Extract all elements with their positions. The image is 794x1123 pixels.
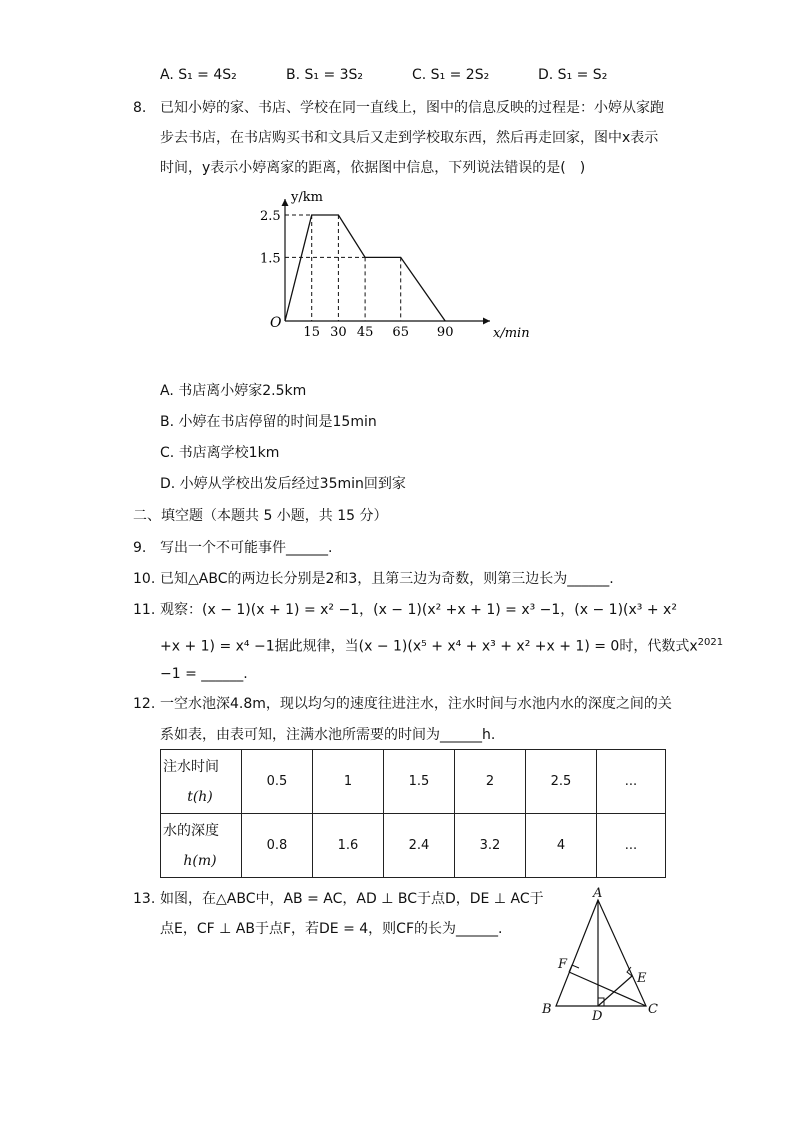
q13-triangle-figure bbox=[536, 882, 676, 1022]
q11-line2-text: +x + 1) = x⁴ −1据此规律，当(x − 1)(x⁵ + x⁴ + x³ + x² +x + 1) = 0时，代数式x bbox=[160, 638, 698, 655]
x-tick-label: 15 bbox=[303, 325, 320, 340]
point-label-f: F bbox=[558, 957, 568, 972]
table-cell: 1 bbox=[313, 750, 384, 814]
origin-label: O bbox=[270, 315, 282, 331]
q10-number: 10. bbox=[133, 571, 156, 587]
q12-number: 12. bbox=[133, 696, 156, 712]
q12-stem-line1: 一空水池深4.8m，现以均匀的速度往进注水，注水时间与水池内水的深度之间的关 bbox=[160, 696, 672, 712]
q11-stem-line2 bbox=[160, 634, 723, 656]
q7-option-c: C. S₁ = 2S₂ bbox=[412, 67, 490, 83]
q11-stem-line1: 观察：(x − 1)(x + 1) = x² −1，(x − 1)(x² +x + 1) = x³ −1，(x − 1)(x³ + x² bbox=[160, 602, 677, 618]
q10-stem: 已知△ABC的两边长分别是2和3，且第三边为奇数，则第三边长为______. bbox=[160, 571, 614, 587]
y-axis-label: y/km bbox=[291, 190, 323, 205]
q11-number: 11. bbox=[133, 602, 156, 618]
table-cell: 3.2 bbox=[455, 814, 526, 878]
table-row bbox=[161, 750, 666, 814]
vertex-label-c: C bbox=[648, 1002, 658, 1017]
table-cell: 0.5 bbox=[242, 750, 313, 814]
vertex-label-b: B bbox=[542, 1002, 552, 1017]
table-row-header bbox=[161, 814, 242, 878]
q8-option-b: B. 小婷在书店停留的时间是15min bbox=[160, 414, 377, 430]
table-cell: 1.6 bbox=[313, 814, 384, 878]
q8-stem-line2: 步去书店，在书店购买书和文具后又走到学校取东西，然后再走回家，图中x表示 bbox=[160, 130, 659, 146]
table-cell: 2 bbox=[455, 750, 526, 814]
x-tick-label: 45 bbox=[356, 325, 374, 340]
table-row-header bbox=[161, 750, 242, 814]
header-unit: t(h) bbox=[187, 788, 213, 805]
q8-option-c: C. 书店离学校1km bbox=[160, 445, 280, 461]
header-unit: h(m) bbox=[183, 852, 217, 869]
table-row bbox=[161, 814, 666, 878]
x-axis bbox=[285, 318, 490, 325]
q8-option-a: A. 书店离小婷家2.5km bbox=[160, 383, 307, 399]
table-cell: ... bbox=[597, 814, 666, 878]
x-axis-label: x/min bbox=[493, 326, 530, 341]
q7-option-a: A. S₁ = 4S₂ bbox=[160, 67, 237, 83]
table-cell: 0.8 bbox=[242, 814, 313, 878]
segment-de bbox=[598, 976, 632, 1006]
guide-lines bbox=[285, 215, 401, 321]
header-text: 注水时间 bbox=[163, 758, 219, 775]
y-tick-label: 2.5 bbox=[260, 209, 281, 224]
header-text: 水的深度 bbox=[163, 822, 219, 839]
y-tick-label: 1.5 bbox=[260, 251, 281, 267]
segment-cf bbox=[569, 972, 646, 1006]
table-cell: 2.5 bbox=[526, 750, 597, 814]
q12-stem-line2: 系如表，由表可知，注满水池所需要的时间为______h. bbox=[160, 727, 496, 743]
q13-stem-line2: 点E，CF ⊥ AB于点F，若DE = 4，则CF的长为______. bbox=[160, 921, 503, 937]
section-heading: 二、填空题（本题共 5 小题，共 15 分） bbox=[133, 508, 388, 524]
table-cell: ... bbox=[597, 750, 666, 814]
q7-option-d: D. S₁ = S₂ bbox=[538, 67, 608, 83]
table-cell: 4 bbox=[526, 814, 597, 878]
x-tick-label: 90 bbox=[436, 325, 454, 340]
q7-option-b: B. S₁ = 3S₂ bbox=[286, 67, 364, 83]
q8-stem-line1: 已知小婷的家、书店、学校在同一直线上，图中的信息反映的过程是：小婷从家跑 bbox=[160, 100, 664, 116]
point-label-e: E bbox=[637, 971, 647, 986]
y-axis bbox=[282, 199, 289, 321]
q8-stem-line3: 时间，y表示小婷离家的距离，依据图中信息，下列说法错误的是( ) bbox=[160, 160, 586, 176]
q12-data-table bbox=[160, 749, 666, 878]
q9-number: 9. bbox=[133, 540, 147, 556]
q11-stem-line3: −1 = ______. bbox=[160, 666, 248, 682]
triangle-abc bbox=[556, 900, 646, 1006]
q13-stem-line1: 如图，在△ABC中，AB = AC，AD ⊥ BC于点D，DE ⊥ AC于 bbox=[160, 891, 544, 907]
q8-option-d: D. 小婷从学校出发后经过35min回到家 bbox=[160, 476, 406, 492]
x-tick-label: 30 bbox=[330, 325, 347, 340]
vertex-label-a: A bbox=[593, 886, 603, 901]
table-cell: 1.5 bbox=[384, 750, 455, 814]
table-cell: 2.4 bbox=[384, 814, 455, 878]
q13-number: 13. bbox=[133, 891, 156, 907]
q11-exponent: 2021 bbox=[697, 637, 724, 648]
point-label-d: D bbox=[592, 1009, 603, 1022]
x-tick-label: 65 bbox=[392, 325, 409, 340]
q8-number: 8. bbox=[133, 100, 147, 116]
q8-distance-time-graph bbox=[250, 185, 550, 345]
q9-stem: 写出一个不可能事件______. bbox=[160, 540, 333, 556]
